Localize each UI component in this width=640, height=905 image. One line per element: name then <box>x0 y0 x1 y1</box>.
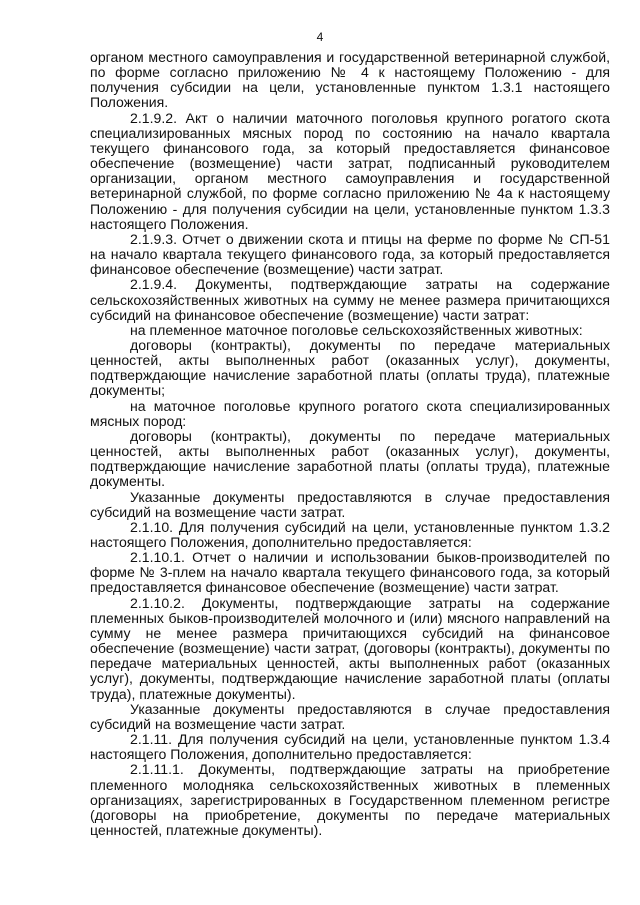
paragraph: Указанные документы предоставляются в случае предоставления субсидий на возмещение части затрат. <box>90 700 610 732</box>
paragraph: договоры (контракты), документы по передаче материальных ценностей, акты выполненных работ (оказанных услуг), документы, подтверждающие начисление заработной платы (оплаты труда), платежные документы; <box>90 336 610 399</box>
paragraph: органом местного самоуправления и государственной ветеринарной службой, по форме согласно приложению № 4 к настоящему Положению - для получения субсидии на цели, установленные пунктом 1.3.1 настоящего Положения. <box>90 49 610 111</box>
paragraph: договоры (контракты), документы по передаче материальных ценностей, акты выполненных работ (оказанных услуг), документы, подтверждающие начисление заработной платы (оплаты труда), платежные документы. <box>90 427 610 490</box>
paragraph: 2.1.10.2. Документы, подтверждающие затраты на содержание племенных быков-производителей молочного и (или) мясного направлений на сумму не менее размера причитающихся субсидий на финансовое обеспечение (возмещение) части затрат, (договоры (контракты), документы по передаче материальных ценностей, акты выполненных работ (оказанных услуг), документы, подтверждающие начисление заработной платы (оплаты труда), платежные документы). <box>90 594 610 702</box>
paragraph: 2.1.9.4. Документы, подтверждающие затраты на содержание сельскохозяйственных животных на сумму не менее размера причитающихся субсидий на финансовое обеспечение (возмещение) части затрат: <box>90 276 610 323</box>
paragraph: Указанные документы предоставляются в случае предоставления субсидий на возмещение части затрат. <box>90 488 610 520</box>
paragraph: 2.1.9.2. Акт о наличии маточного поголовья крупного рогатого скота специализированных мясных пород по состоянию на начало квартала текущего финансового года, за который предоставляется финансовое обеспечение (возмещение) части затрат, подписанный руководителем организации, органом местного самоуправления и государственной ветеринарной службой, по форме согласно приложению № 4а к настоящему Положению - для получения субсидии на цели, установленные пунктом 1.3.3 настоящего Положения. <box>90 109 610 232</box>
page-number: 4 <box>316 30 324 44</box>
paragraph: 2.1.10.1. Отчет о наличии и использовании быков-производителей по форме № 3-плем на начало квартала текущего финансового года, за который предоставляется финансовое обеспечение (возмещение) части затрат. <box>90 549 610 596</box>
body-text <box>90 50 610 838</box>
paragraph: 2.1.11. Для получения субсидий на цели, установленные пунктом 1.3.4 настоящего Положения, дополнительно предоставляется: <box>90 731 610 763</box>
paragraph: 2.1.11.1. Документы, подтверждающие затраты на приобретение племенного молодняка сельскохозяйственных животных в племенных организациях, зарегистрированных в Государственном племенном регистре (договоры на приобретение, документы по передаче материальных ценностей, платежные документы). <box>90 761 610 838</box>
paragraph: 2.1.9.3. Отчет о движении скота и птицы на ферме по форме № СП-51 на начало квартала текущего финансового года, за который предоставляется финансовое обеспечение (возмещение) части затрат. <box>90 230 610 278</box>
paragraph: на племенное маточное поголовье сельскохозяйственных животных: <box>130 321 583 338</box>
paragraph: на маточное поголовье крупного рогатого скота специализированных мясных пород: <box>90 397 610 429</box>
paragraph: 2.1.10. Для получения субсидий на цели, установленные пунктом 1.3.2 настоящего Положения, дополнительно предоставляется: <box>90 518 610 550</box>
